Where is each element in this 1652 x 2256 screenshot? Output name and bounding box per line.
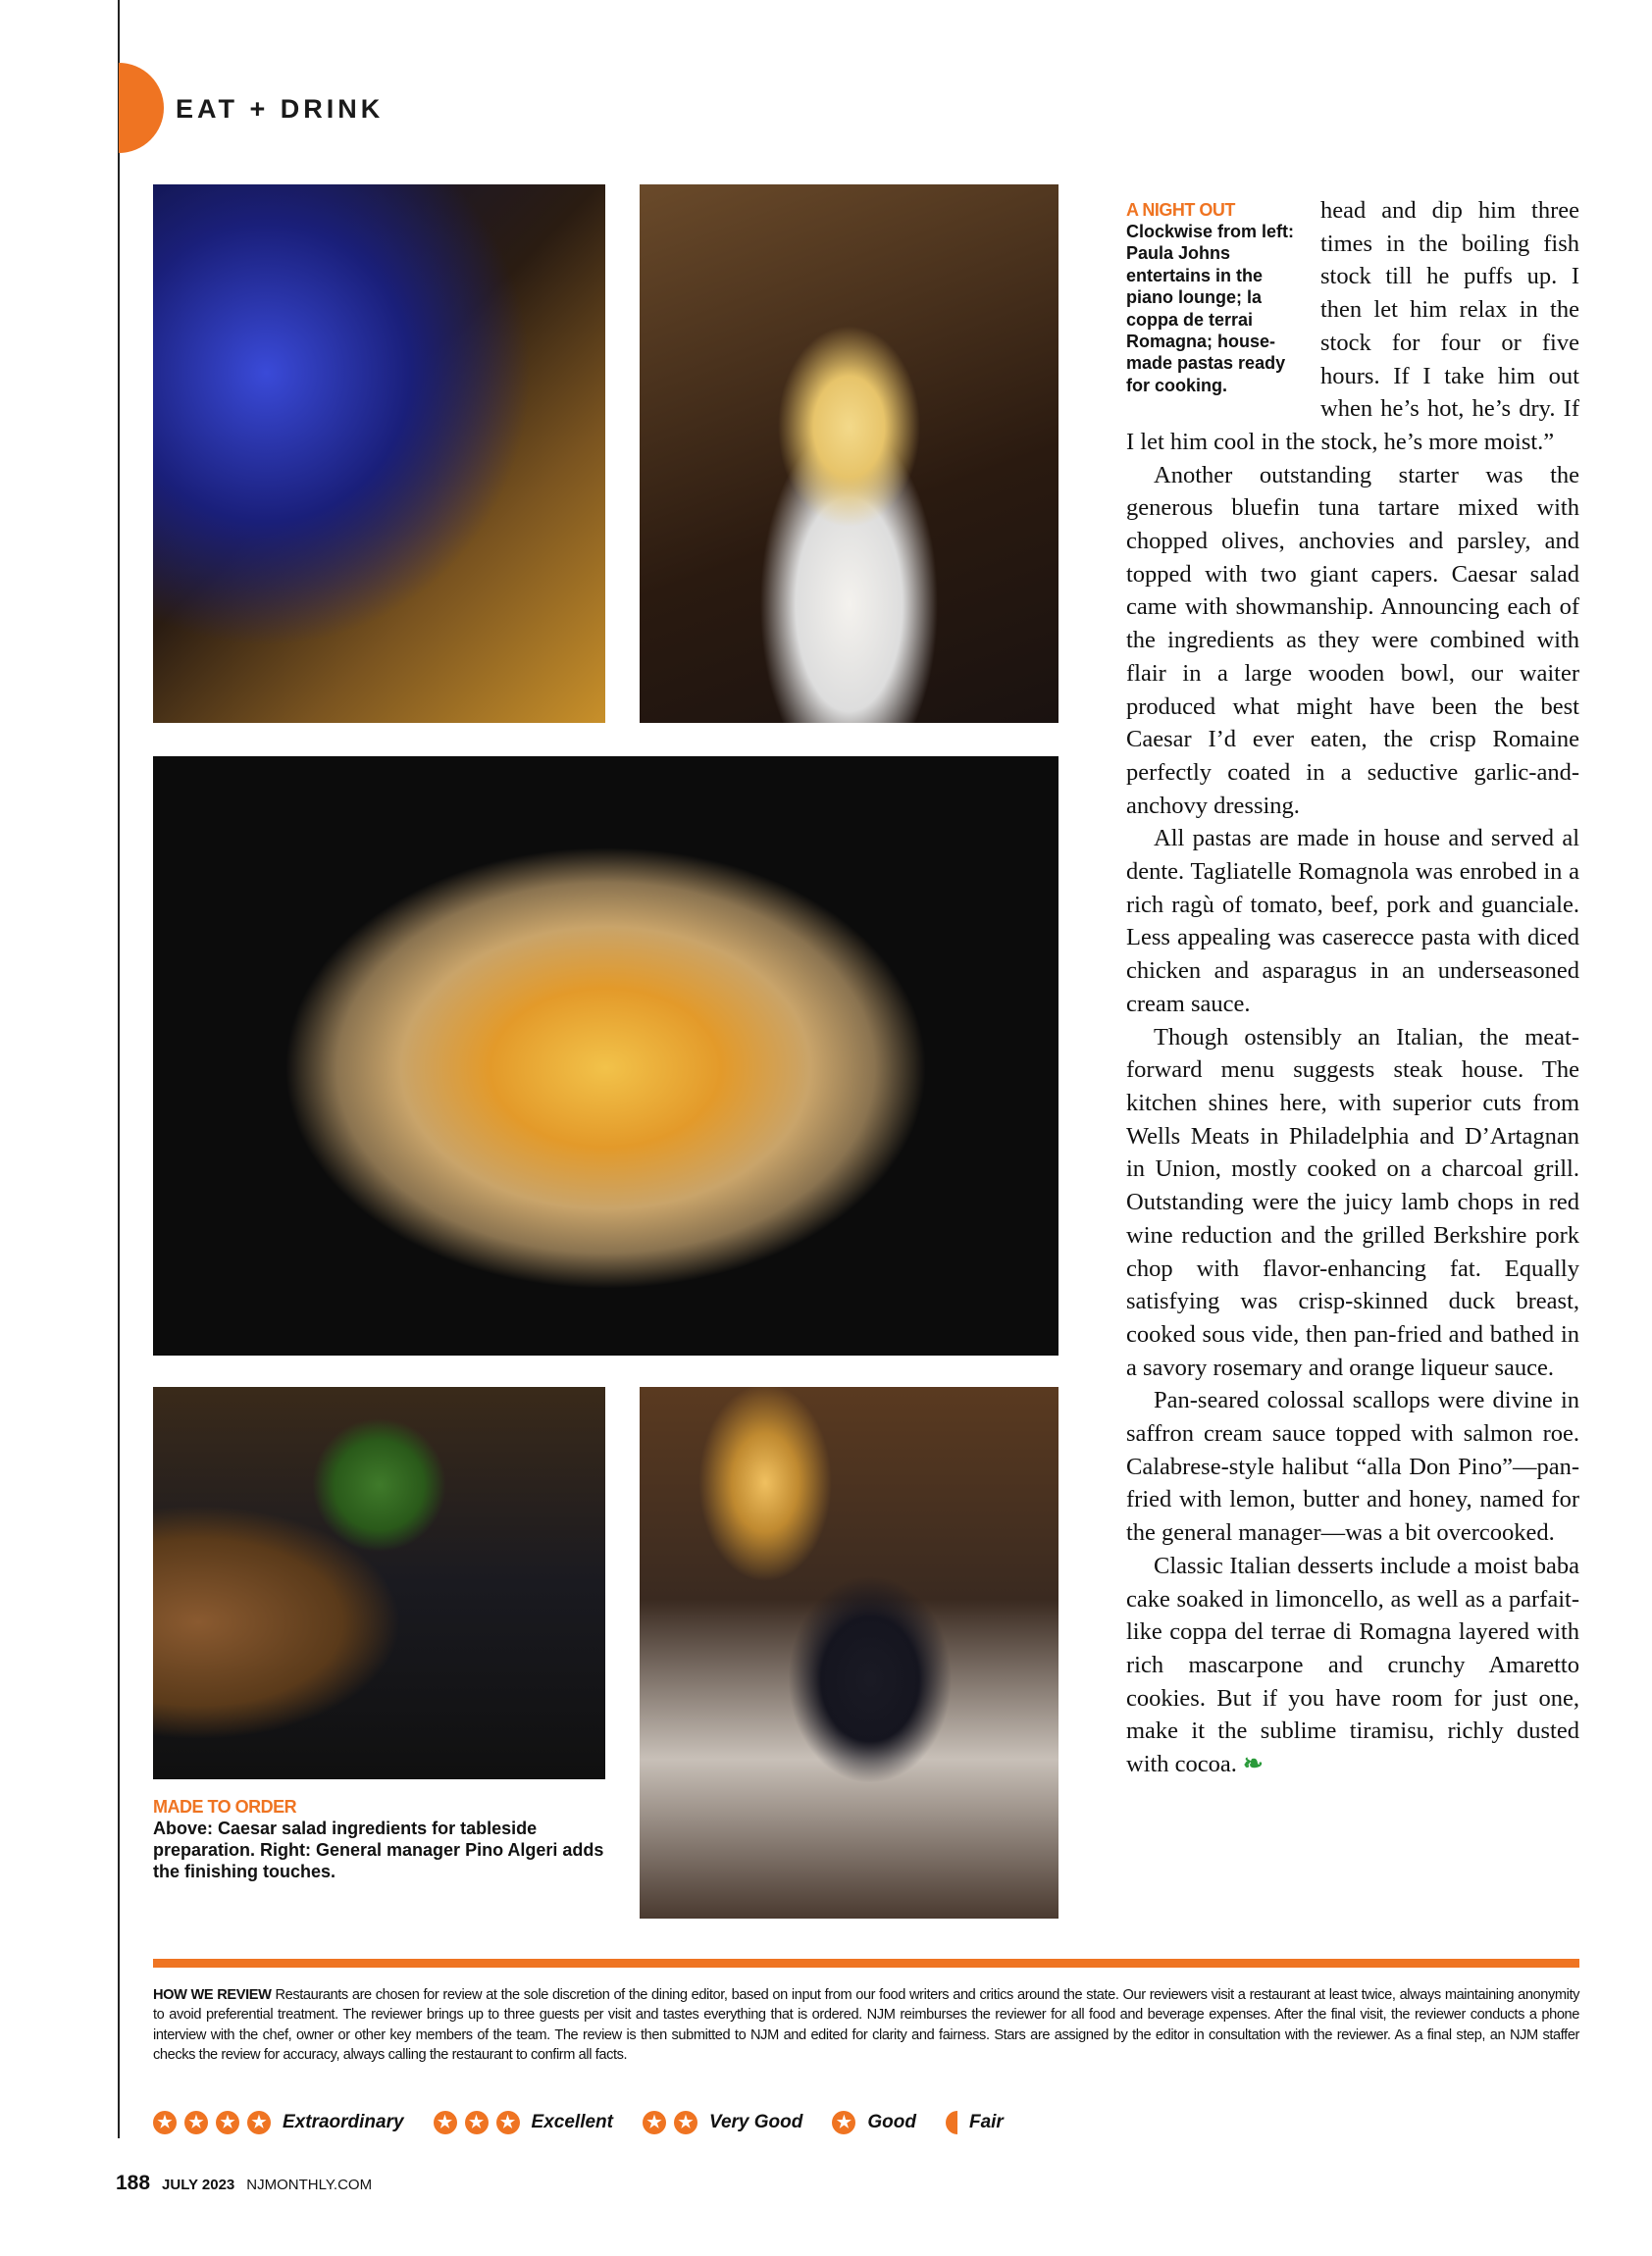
paragraph: Classic Italian desserts include a moist baba cake soaked in limoncello, as well as a parfait-like coppa del terrae di Romagna layered with rich mascarpone and crunchy Amaretto cookies. But if you have room for just one, make it the sublime tiramisu, richly dusted with cocoa. — [1126, 1552, 1579, 1778]
section-title: EAT + DRINK — [176, 94, 385, 124]
star-icon: ★ — [153, 2111, 177, 2134]
paragraph: Pan-seared colossal scallops were divine in saffron cream sauce topped with salmon roe. Calabrese-style halibut “alla Don Pino”—pan-fried with lemon, butter and honey, named for the general manager—was a bit overcooked. — [1126, 1387, 1579, 1547]
star-icon: ★ — [465, 2111, 489, 2134]
photo-housemade-pastas — [153, 756, 1058, 1356]
website: NJMONTHLY.COM — [246, 2177, 373, 2193]
page-margin-line — [118, 0, 120, 2138]
page-footer — [116, 2172, 372, 2195]
star-icon: ★ — [674, 2111, 697, 2134]
article-body — [1126, 194, 1579, 1781]
caption-made-to-order — [153, 1797, 604, 1882]
caption-text: Above: Caesar salad ingredients for tableside preparation. Right: General manager Pino Algeri adds the finishing touches. — [153, 1819, 604, 1881]
how-we-review — [153, 1985, 1579, 2066]
photo-caesar-ingredients — [153, 1387, 605, 1779]
rating-label: Fair — [968, 2112, 1004, 2132]
star-icon: ★ — [496, 2111, 520, 2134]
photo-dessert-parfait — [640, 184, 1058, 723]
star-icon: ★ — [643, 2111, 666, 2134]
caption-kicker: A NIGHT OUT — [1126, 200, 1235, 220]
caption-text: Clockwise from left: Paula Johns entertains in the piano lounge; la coppa de terrai Romagna; house-made pastas ready for cooking. — [1126, 222, 1295, 395]
rating-label: Extraordinary — [283, 2112, 404, 2132]
star-icon: ★ — [184, 2111, 208, 2134]
rating-label: Very Good — [708, 2112, 803, 2132]
star-icon — [946, 2111, 957, 2134]
caption-night-out — [1126, 200, 1301, 396]
photo-general-manager — [640, 1387, 1058, 1919]
star-icon: ★ — [434, 2111, 457, 2134]
paragraph: Another outstanding starter was the generous bluefin tuna tartare mixed with chopped olives, anchovies and parsley, and topped with two giant capers. Caesar salad came with showmanship. Announcing each of the ingredients as they were combined with flair in a large wooden bowl, our waiter produced what might have been the best Caesar I’d ever eaten, the crisp Romaine perfectly coated in a seductive garlic-and-anchovy dressing. — [1126, 461, 1579, 819]
section-tab — [119, 63, 164, 153]
paragraph: All pastas are made in house and served al dente. Tagliatelle Romagnola was enrobed in a rich ragù of tomato, beef, pork and guanciale. Less appealing was caserecce pasta with diced chicken and asparagus in an underseasoned cream sauce. — [1126, 825, 1579, 1017]
end-mark-icon: ❧ — [1243, 1751, 1264, 1778]
how-we-review-text: Restaurants are chosen for review at the sole discretion of the dining editor, based on input from our food writers and critics around the state. Our reviewers visit a restaurant at least twice, always maintaining anonymity to avoid preferential treatment. The reviewer brings up to three guests per visit and tastes everything that is ordered. NJM reimburses the reviewer for all food and beverage expenses. After the final visit, the reviewer conducts a phone interview with the chef, owner or other key members of the team. The review is then submitted to NJM and edited for clarity and fairness. Stars are assigned by the editor in consultation with the reviewer. As a final step, an NJM staffer checks the review for accuracy, always calling the restaurant to confirm all facts. — [153, 1987, 1580, 2064]
paragraph-last — [1126, 1550, 1579, 1781]
page-number: 188 — [116, 2172, 151, 2194]
issue-date: JULY 2023 — [162, 2177, 235, 2193]
caption-kicker: MADE TO ORDER — [153, 1797, 297, 1817]
ratings-legend — [153, 2111, 1033, 2134]
star-icon: ★ — [832, 2111, 855, 2134]
photo-piano-lounge — [153, 184, 605, 723]
paragraph: head and dip him three times in the boiling fish stock till he puffs up. I then let him relax in the stock for four or five hours. If I take him out when he’s hot, he’s dry. If I let him cool in the stock, he’s more moist.” — [1126, 197, 1579, 455]
how-we-review-title: HOW WE REVIEW — [153, 1987, 272, 2003]
divider-rule — [153, 1959, 1579, 1968]
rating-label: Excellent — [531, 2112, 613, 2132]
star-icon: ★ — [216, 2111, 239, 2134]
paragraph: Though ostensibly an Italian, the meat-forward menu suggests steak house. The kitchen shines here, with superior cuts from Wells Meats in Philadelphia and D’Artagnan in Union, mostly cooked on a charcoal grill. Outstanding were the juicy lamb chops in red wine reduction and the grilled Berkshire pork chop with flavor-enhancing fat. Equally satisfying was crisp-skinned duck breast, cooked sous vide, then pan-fried and bathed in a savory rosemary and orange liqueur sauce. — [1126, 1023, 1579, 1381]
star-icon: ★ — [247, 2111, 271, 2134]
rating-label: Good — [867, 2112, 916, 2132]
